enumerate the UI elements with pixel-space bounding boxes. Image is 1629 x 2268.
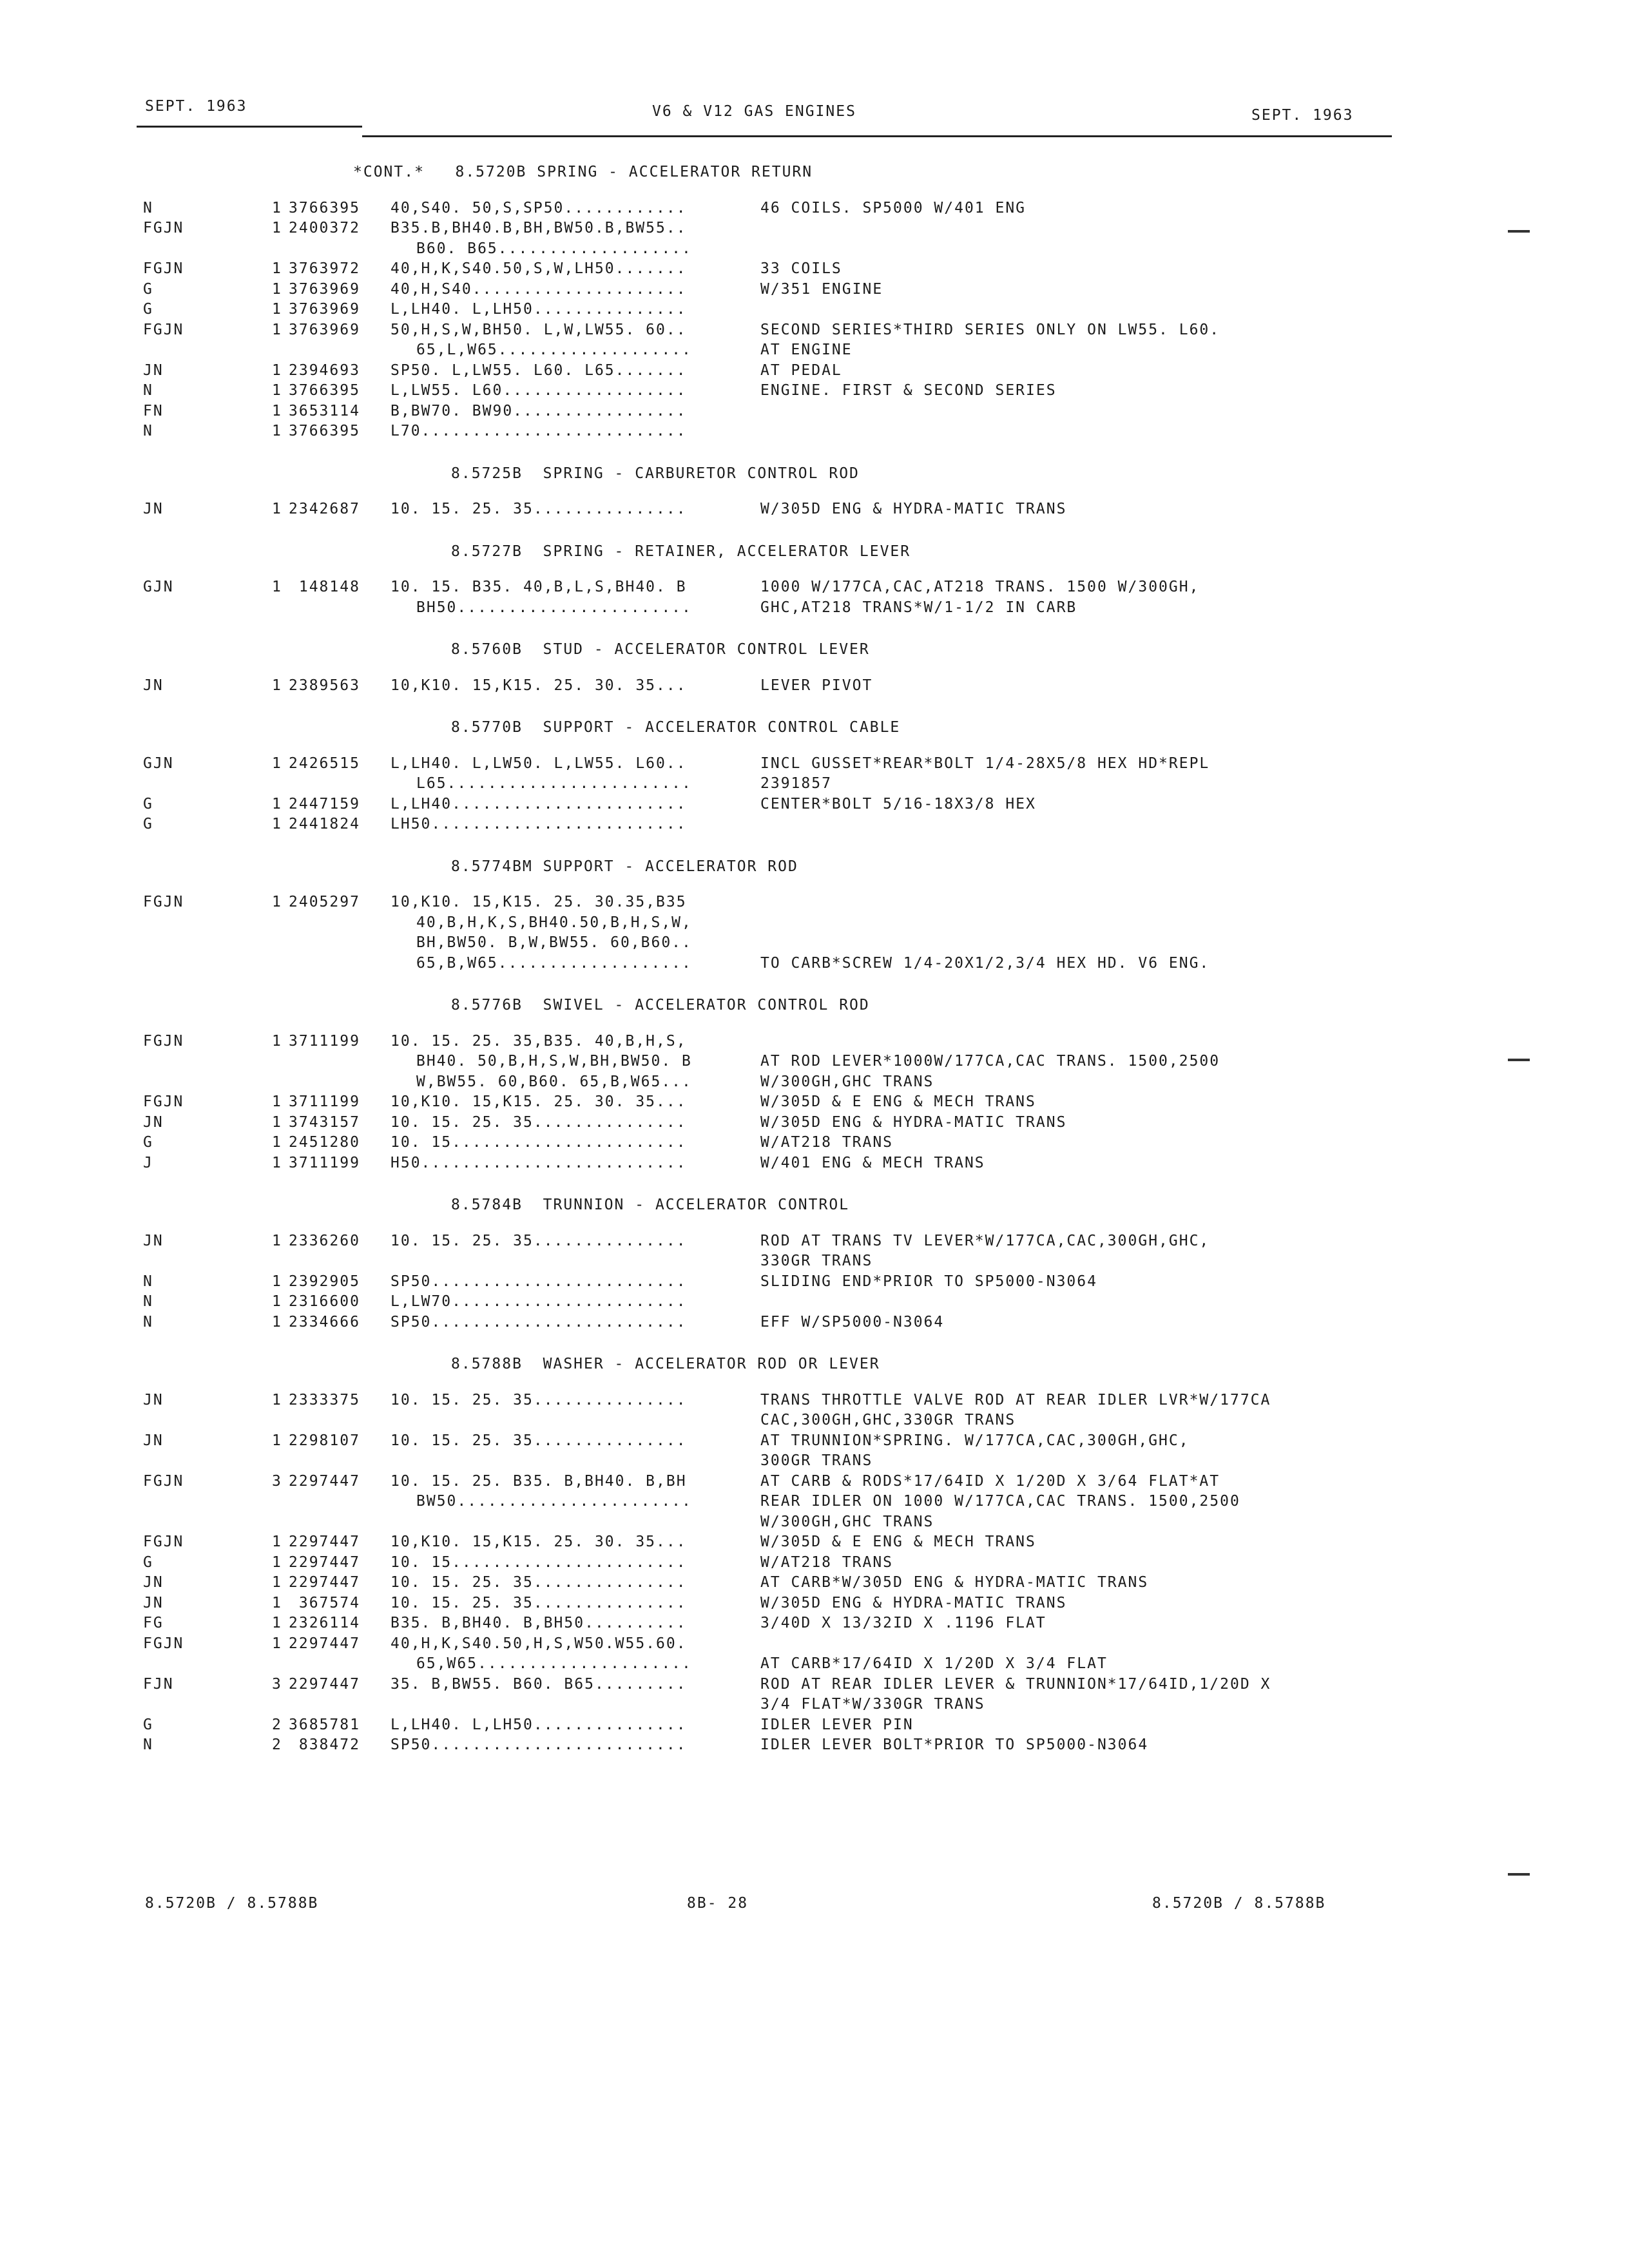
part-models: W,BW55. 60,B60. 65,B,W65... xyxy=(416,1073,692,1090)
part-description: W/305D ENG & HYDRA-MATIC TRANS xyxy=(760,1113,1067,1131)
part-number: 2392905 xyxy=(289,1273,360,1290)
part-description: W/305D ENG & HYDRA-MATIC TRANS xyxy=(760,501,1067,517)
part-applicability-codes: JN xyxy=(143,501,164,517)
part-number: 2297447 xyxy=(289,1675,360,1693)
part-description: AT CARB*W/305D ENG & HYDRA-MATIC TRANS xyxy=(760,1574,1149,1591)
part-models: 10. 15. 25. 35............... xyxy=(390,1594,687,1611)
part-quantity: 1 xyxy=(272,361,282,379)
footer-page-number: 8B- 28 xyxy=(687,1895,749,1912)
part-quantity: 1 xyxy=(272,501,282,517)
part-quantity: 1 xyxy=(272,260,282,277)
section-heading: 8.5725B SPRING - CARBURETOR CONTROL ROD xyxy=(451,465,860,482)
part-description: 1000 W/177CA,CAC,AT218 TRANS. 1500 W/300GH, xyxy=(760,579,1200,595)
part-description: EFF W/SP5000-N3064 xyxy=(760,1313,945,1331)
part-quantity: 1 xyxy=(272,321,282,338)
part-applicability-codes: FGJN xyxy=(143,1093,184,1110)
part-models: L,LW55. L60.................. xyxy=(390,382,687,399)
part-models: L,LH40. L,LW50. L,LW55. L60.. xyxy=(390,754,687,772)
part-models: 10. 15. 25. 35,B35. 40,B,H,S, xyxy=(390,1032,687,1050)
part-models: L,LH40. L,LH50............... xyxy=(390,1716,687,1733)
part-applicability-codes: JN xyxy=(143,1432,164,1449)
header-title: V6 & V12 GAS ENGINES xyxy=(652,103,856,120)
part-applicability-codes: JN xyxy=(143,361,164,379)
part-number: 367574 xyxy=(289,1594,360,1611)
part-models: BW50....................... xyxy=(416,1493,692,1510)
part-models: 40,H,K,S40.50,H,S,W50.W55.60. xyxy=(390,1635,687,1652)
part-quantity: 1 xyxy=(272,402,282,419)
part-description: GHC,AT218 TRANS*W/1-1/2 IN CARB xyxy=(760,599,1077,616)
part-quantity: 1 xyxy=(272,280,282,298)
part-models: 10. 15. B35. 40,B,L,S,BH40. B xyxy=(390,579,687,595)
part-applicability-codes: FN xyxy=(143,402,164,419)
footer-right: 8.5720B / 8.5788B xyxy=(1152,1895,1326,1912)
part-applicability-codes: FGJN xyxy=(143,321,184,338)
part-quantity: 1 xyxy=(272,1432,282,1449)
part-quantity: 1 xyxy=(272,1113,282,1131)
part-quantity: 1 xyxy=(272,1313,282,1331)
part-quantity: 1 xyxy=(272,382,282,399)
part-number: 3743157 xyxy=(289,1113,360,1131)
part-models: 10. 15. 25. 35............... xyxy=(390,1391,687,1408)
part-number: 2297447 xyxy=(289,1635,360,1652)
part-applicability-codes: N xyxy=(143,1293,153,1310)
part-description: 3/40D X 13/32ID X .1196 FLAT xyxy=(760,1615,1046,1631)
part-applicability-codes: G xyxy=(143,280,153,298)
part-quantity: 1 xyxy=(272,1154,282,1171)
part-models: 10. 15. 25. B35. B,BH40. B,BH xyxy=(390,1472,687,1490)
part-models: BH40. 50,B,H,S,W,BH,BW50. B xyxy=(416,1053,692,1070)
part-applicability-codes: G xyxy=(143,1553,153,1571)
part-applicability-codes: GJN xyxy=(143,579,174,595)
part-applicability-codes: N xyxy=(143,1313,153,1331)
part-description: AT TRUNNION*SPRING. W/177CA,CAC,300GH,GHC, xyxy=(760,1432,1190,1449)
part-quantity: 1 xyxy=(272,1293,282,1310)
part-number: 2441824 xyxy=(289,816,360,832)
part-applicability-codes: G xyxy=(143,816,153,832)
part-number: 3766395 xyxy=(289,423,360,439)
part-description: ENGINE. FIRST & SECOND SERIES xyxy=(760,382,1057,399)
part-quantity: 1 xyxy=(272,1635,282,1652)
part-description: TRANS THROTTLE VALVE ROD AT REAR IDLER LVR*W/177CA xyxy=(760,1391,1271,1408)
part-number: 2297447 xyxy=(289,1533,360,1550)
part-applicability-codes: FG xyxy=(143,1615,164,1631)
part-models: L65........................ xyxy=(416,775,692,792)
part-quantity: 2 xyxy=(272,1716,282,1733)
part-applicability-codes: N xyxy=(143,199,153,216)
part-models: SP50......................... xyxy=(390,1313,687,1331)
part-number: 2316600 xyxy=(289,1293,360,1310)
part-applicability-codes: JN xyxy=(143,1232,164,1249)
part-models: SP50......................... xyxy=(390,1273,687,1290)
part-description: ROD AT REAR IDLER LEVER & TRUNNION*17/64ID,1/20D X xyxy=(760,1675,1271,1693)
part-models: LH50......................... xyxy=(390,816,687,832)
part-applicability-codes: JN xyxy=(143,1391,164,1408)
part-models: 10. 15....................... xyxy=(390,1553,687,1571)
part-models: 40,H,K,S40.50,S,W,LH50....... xyxy=(390,260,687,277)
part-description: 3/4 FLAT*W/330GR TRANS xyxy=(760,1696,985,1713)
part-models: 10,K10. 15,K15. 25. 30.35,B35 xyxy=(390,894,687,910)
part-number: 3766395 xyxy=(289,382,360,399)
margin-mark xyxy=(1508,230,1530,233)
part-quantity: 1 xyxy=(272,816,282,832)
part-applicability-codes: FJN xyxy=(143,1675,174,1693)
part-number: 3711199 xyxy=(289,1154,360,1171)
part-applicability-codes: JN xyxy=(143,1594,164,1611)
part-applicability-codes: JN xyxy=(143,1113,164,1131)
part-models: 10. 15. 25. 35............... xyxy=(390,501,687,517)
part-quantity: 1 xyxy=(272,1594,282,1611)
margin-mark xyxy=(1508,1873,1530,1876)
part-models: 40,H,S40..................... xyxy=(390,280,687,298)
part-applicability-codes: N xyxy=(143,1736,153,1753)
part-applicability-codes: FGJN xyxy=(143,260,184,277)
part-description: W/300GH,GHC TRANS xyxy=(760,1513,934,1530)
part-applicability-codes: G xyxy=(143,795,153,812)
part-number: 3763969 xyxy=(289,301,360,318)
section-heading: 8.5784B TRUNNION - ACCELERATOR CONTROL xyxy=(451,1196,850,1213)
section-heading: 8.5774BM SUPPORT - ACCELERATOR ROD xyxy=(451,858,798,875)
part-description: W/351 ENGINE xyxy=(760,280,883,298)
part-applicability-codes: N xyxy=(143,1273,153,1290)
part-models: H50.......................... xyxy=(390,1154,687,1171)
part-applicability-codes: N xyxy=(143,382,153,399)
part-description: AT CARB & RODS*17/64ID X 1/20D X 3/64 FLAT*AT xyxy=(760,1472,1220,1490)
part-description: 330GR TRANS xyxy=(760,1253,873,1269)
section-heading: 8.5727B SPRING - RETAINER, ACCELERATOR LEVER xyxy=(451,543,911,560)
part-applicability-codes: FGJN xyxy=(143,220,184,236)
part-models: 50,H,S,W,BH50. L,W,LW55. 60.. xyxy=(390,321,687,338)
part-description: W/401 ENG & MECH TRANS xyxy=(760,1154,985,1171)
part-description: AT ENGINE xyxy=(760,341,853,358)
part-quantity: 1 xyxy=(272,1273,282,1290)
part-quantity: 1 xyxy=(272,1093,282,1110)
part-quantity: 1 xyxy=(272,1391,282,1408)
part-number: 2298107 xyxy=(289,1432,360,1449)
part-quantity: 1 xyxy=(272,579,282,595)
part-number: 2405297 xyxy=(289,894,360,910)
part-quantity: 1 xyxy=(272,1232,282,1249)
part-number: 3711199 xyxy=(289,1093,360,1110)
footer-left: 8.5720B / 8.5788B xyxy=(145,1895,319,1912)
part-models: 10,K10. 15,K15. 25. 30. 35... xyxy=(390,677,687,694)
part-quantity: 1 xyxy=(272,1574,282,1591)
part-applicability-codes: FGJN xyxy=(143,1472,184,1490)
part-quantity: 1 xyxy=(272,1615,282,1631)
part-quantity: 3 xyxy=(272,1472,282,1490)
part-applicability-codes: GJN xyxy=(143,754,174,772)
part-number: 3766395 xyxy=(289,199,360,216)
part-description: W/305D ENG & HYDRA-MATIC TRANS xyxy=(760,1594,1067,1611)
margin-mark xyxy=(1508,1059,1530,1061)
part-number: 2451280 xyxy=(289,1134,360,1151)
part-number: 2336260 xyxy=(289,1232,360,1249)
part-applicability-codes: FGJN xyxy=(143,1533,184,1550)
part-applicability-codes: N xyxy=(143,423,153,439)
part-number: 3653114 xyxy=(289,402,360,419)
part-models: L,LH40. L,LH50............... xyxy=(390,301,687,318)
part-quantity: 1 xyxy=(272,894,282,910)
part-models: 10. 15. 25. 35............... xyxy=(390,1574,687,1591)
part-quantity: 1 xyxy=(272,1032,282,1050)
part-models: 10. 15. 25. 35............... xyxy=(390,1113,687,1131)
part-number: 148148 xyxy=(289,579,360,595)
part-models: SP50. L,LW55. L60. L65....... xyxy=(390,361,687,379)
section-heading: 8.5776B SWIVEL - ACCELERATOR CONTROL ROD xyxy=(451,997,870,1014)
part-description: W/305D & E ENG & MECH TRANS xyxy=(760,1533,1036,1550)
part-quantity: 2 xyxy=(272,1736,282,1753)
part-number: 2326114 xyxy=(289,1615,360,1631)
part-models: 40,S40. 50,S,SP50............ xyxy=(390,199,687,216)
part-description: CENTER*BOLT 5/16-18X3/8 HEX xyxy=(760,795,1036,812)
part-applicability-codes: FGJN xyxy=(143,1032,184,1050)
part-description: INCL GUSSET*REAR*BOLT 1/4-28X5/8 HEX HD*REPL xyxy=(760,754,1210,772)
part-applicability-codes: G xyxy=(143,301,153,318)
part-applicability-codes: JN xyxy=(143,677,164,694)
part-description: CAC,300GH,GHC,330GR TRANS xyxy=(760,1412,1016,1428)
part-number: 2334666 xyxy=(289,1313,360,1331)
part-quantity: 1 xyxy=(272,423,282,439)
part-quantity: 1 xyxy=(272,199,282,216)
header-left-date: SEPT. 1963 xyxy=(145,98,247,115)
part-description: AT CARB*17/64ID X 1/20D X 3/4 FLAT xyxy=(760,1655,1108,1672)
part-quantity: 1 xyxy=(272,301,282,318)
part-description: W/305D & E ENG & MECH TRANS xyxy=(760,1093,1036,1110)
part-models: 10,K10. 15,K15. 25. 30. 35... xyxy=(390,1533,687,1550)
part-models: 65,L,W65................... xyxy=(416,341,692,358)
section-heading: 8.5760B STUD - ACCELERATOR CONTROL LEVER xyxy=(451,641,870,658)
part-models: L,LW70....................... xyxy=(390,1293,687,1310)
part-number: 3685781 xyxy=(289,1716,360,1733)
part-number: 3763969 xyxy=(289,280,360,298)
part-models: SP50......................... xyxy=(390,1736,687,1753)
part-description: AT ROD LEVER*1000W/177CA,CAC TRANS. 1500,2500 xyxy=(760,1053,1220,1070)
part-models: L70.......................... xyxy=(390,423,687,439)
part-number: 838472 xyxy=(289,1736,360,1753)
part-applicability-codes: G xyxy=(143,1716,153,1733)
part-number: 2333375 xyxy=(289,1391,360,1408)
part-quantity: 1 xyxy=(272,1553,282,1571)
part-number: 3711199 xyxy=(289,1032,360,1050)
section-heading: *CONT.* 8.5720B SPRING - ACCELERATOR RETURN xyxy=(353,164,813,180)
section-heading: 8.5788B WASHER - ACCELERATOR ROD OR LEVER xyxy=(451,1356,880,1372)
part-number: 2394693 xyxy=(289,361,360,379)
part-models: 10,K10. 15,K15. 25. 30. 35... xyxy=(390,1093,687,1110)
part-applicability-codes: G xyxy=(143,1134,153,1151)
part-number: 2447159 xyxy=(289,795,360,812)
part-models: B,BW70. BW90................. xyxy=(390,402,687,419)
section-heading: 8.5770B SUPPORT - ACCELERATOR CONTROL CABLE xyxy=(451,719,901,736)
part-models: 65,W65..................... xyxy=(416,1655,692,1672)
part-description: W/AT218 TRANS xyxy=(760,1134,894,1151)
part-description: SECOND SERIES*THIRD SERIES ONLY ON LW55. L60. xyxy=(760,321,1220,338)
part-quantity: 1 xyxy=(272,754,282,772)
part-number: 3763972 xyxy=(289,260,360,277)
part-description: IDLER LEVER PIN xyxy=(760,1716,914,1733)
part-quantity: 1 xyxy=(272,220,282,236)
part-quantity: 1 xyxy=(272,1533,282,1550)
part-models: BH50....................... xyxy=(416,599,692,616)
part-models: 40,B,H,K,S,BH40.50,B,H,S,W, xyxy=(416,914,692,931)
part-description: 33 COILS xyxy=(760,260,842,277)
part-models: 10. 15. 25. 35............... xyxy=(390,1432,687,1449)
part-description: 300GR TRANS xyxy=(760,1452,873,1469)
part-models: BH,BW50. B,W,BW55. 60,B60.. xyxy=(416,934,692,951)
part-description: TO CARB*SCREW 1/4-20X1/2,3/4 HEX HD. V6 ENG. xyxy=(760,954,1210,972)
part-models: 10. 15. 25. 35............... xyxy=(390,1232,687,1249)
part-number: 3763969 xyxy=(289,321,360,338)
part-applicability-codes: JN xyxy=(143,1574,164,1591)
part-models: L,LH40....................... xyxy=(390,795,687,812)
part-description: 46 COILS. SP5000 W/401 ENG xyxy=(760,199,1027,216)
part-applicability-codes: FGJN xyxy=(143,1635,184,1652)
part-models: 10. 15....................... xyxy=(390,1134,687,1151)
part-description: W/AT218 TRANS xyxy=(760,1553,894,1571)
header-rule-left xyxy=(137,126,362,128)
part-number: 2297447 xyxy=(289,1574,360,1591)
part-number: 2389563 xyxy=(289,677,360,694)
part-number: 2400372 xyxy=(289,220,360,236)
part-quantity: 1 xyxy=(272,677,282,694)
part-models: B35. B,BH40. B,BH50.......... xyxy=(390,1615,687,1631)
part-applicability-codes: J xyxy=(143,1154,153,1171)
header-rule-right xyxy=(362,135,1392,137)
part-description: IDLER LEVER BOLT*PRIOR TO SP5000-N3064 xyxy=(760,1736,1149,1753)
part-description: SLIDING END*PRIOR TO SP5000-N3064 xyxy=(760,1273,1097,1290)
part-number: 2426515 xyxy=(289,754,360,772)
part-quantity: 1 xyxy=(272,795,282,812)
header-right-date: SEPT. 1963 xyxy=(1251,107,1354,124)
part-number: 2297447 xyxy=(289,1553,360,1571)
part-number: 2342687 xyxy=(289,501,360,517)
part-description: AT PEDAL xyxy=(760,361,842,379)
part-models: 35. B,BW55. B60. B65......... xyxy=(390,1675,687,1693)
part-quantity: 3 xyxy=(272,1675,282,1693)
part-models: B35.B,BH40.B,BH,BW50.B,BW55.. xyxy=(390,220,687,236)
part-description: REAR IDLER ON 1000 W/177CA,CAC TRANS. 1500,2500 xyxy=(760,1493,1240,1510)
part-applicability-codes: FGJN xyxy=(143,894,184,910)
part-models: 65,B,W65................... xyxy=(416,954,692,972)
part-number: 2297447 xyxy=(289,1472,360,1490)
part-description: ROD AT TRANS TV LEVER*W/177CA,CAC,300GH,GHC, xyxy=(760,1232,1210,1249)
part-description: 2391857 xyxy=(760,775,832,792)
part-description: LEVER PIVOT xyxy=(760,677,873,694)
part-quantity: 1 xyxy=(272,1134,282,1151)
part-description: W/300GH,GHC TRANS xyxy=(760,1073,934,1090)
part-models: B60. B65................... xyxy=(416,240,692,257)
